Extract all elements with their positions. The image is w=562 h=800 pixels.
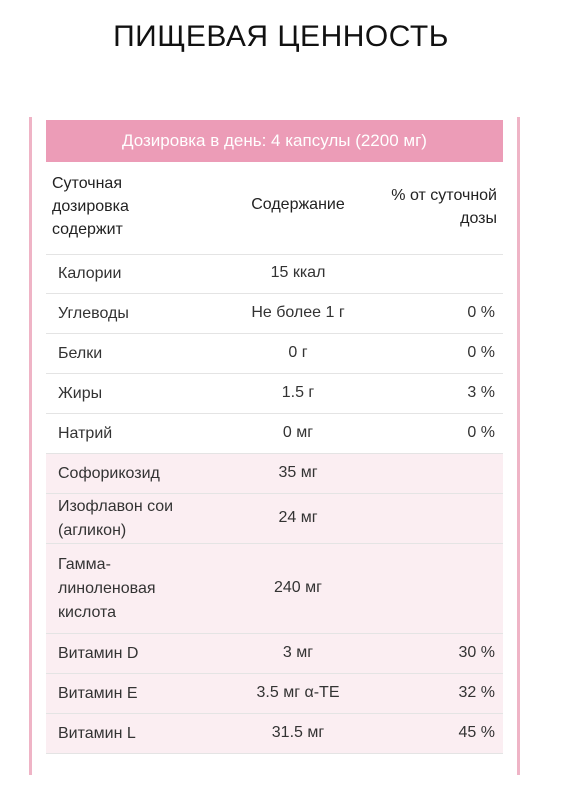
table-row — [46, 454, 503, 494]
row-value: 31.5 мг — [271, 724, 325, 741]
row-label — [58, 302, 129, 326]
row-value: 240 мг — [274, 579, 322, 596]
row-label-line: Изофлавон сои — [58, 498, 174, 515]
table-row — [46, 714, 503, 754]
row-value: 3 мг — [282, 644, 314, 661]
row-label-line: Углеводы — [58, 305, 129, 322]
row-label — [58, 722, 136, 746]
row-label — [58, 553, 156, 625]
row-label-line: Витамин D — [58, 645, 139, 662]
table-row — [46, 374, 503, 414]
table-row — [46, 674, 503, 714]
row-label — [58, 262, 121, 286]
table-row — [46, 494, 503, 544]
row-label-line: Витамин L — [58, 725, 136, 742]
row-value: 15 ккал — [270, 264, 326, 281]
row-value: 35 мг — [278, 464, 318, 481]
row-value: 1.5 г — [281, 384, 315, 401]
page-title: ПИЩЕВАЯ ЦЕННОСТЬ — [113, 20, 449, 53]
table-row — [46, 544, 503, 634]
row-label — [58, 342, 102, 366]
dosage-banner: Дозировка в день: 4 капсулы (2200 мг) — [46, 120, 503, 162]
row-label-line: Витамин E — [58, 685, 138, 702]
row-percent: 0 % — [467, 424, 495, 441]
row-label — [58, 682, 138, 706]
row-percent: 45 % — [458, 724, 495, 741]
row-label-line: (агликон) — [58, 522, 127, 539]
row-label-line: линоленовая — [58, 580, 156, 597]
row-label-line: кислота — [58, 604, 117, 621]
row-percent: 30 % — [458, 644, 495, 661]
row-label-line: Натрий — [58, 425, 113, 442]
header-content: Содержание — [251, 196, 345, 213]
table-row — [46, 254, 503, 294]
row-value: 24 мг — [278, 509, 318, 526]
row-label-line: Калории — [58, 265, 122, 282]
table-row — [46, 414, 503, 454]
table-row — [46, 634, 503, 674]
row-label-line: Софорикозид — [58, 465, 160, 482]
row-label — [58, 462, 160, 486]
row-percent: 0 % — [467, 344, 495, 361]
header-percent-line: дозы — [460, 210, 497, 227]
row-value: 0 г — [288, 344, 308, 361]
row-value: 0 мг — [282, 424, 314, 441]
row-label-line: Белки — [58, 345, 103, 362]
table-row — [46, 294, 503, 334]
header-daily-dose-line: Суточная — [52, 175, 122, 192]
row-value: 3.5 мг α-TE — [256, 684, 340, 701]
row-percent: 32 % — [458, 684, 495, 701]
nutrition-table-body — [46, 254, 503, 754]
header-daily-dose — [52, 172, 202, 241]
header-daily-dose-line: дозировка — [52, 198, 129, 215]
table-row — [46, 334, 503, 374]
header-percent-line: % от суточной — [391, 187, 497, 204]
row-percent: 3 % — [467, 384, 495, 401]
row-percent: 0 % — [467, 304, 495, 321]
table-header — [46, 162, 503, 255]
row-label-line: Гамма- — [58, 556, 111, 573]
header-percent-daily — [357, 184, 497, 230]
row-label-line: Жиры — [58, 385, 103, 402]
row-value: Не более 1 г — [251, 304, 345, 321]
header-daily-dose-line: содержит — [52, 221, 123, 238]
row-label — [58, 642, 138, 666]
row-label — [58, 382, 102, 406]
row-label — [58, 495, 173, 543]
row-label — [58, 422, 112, 446]
